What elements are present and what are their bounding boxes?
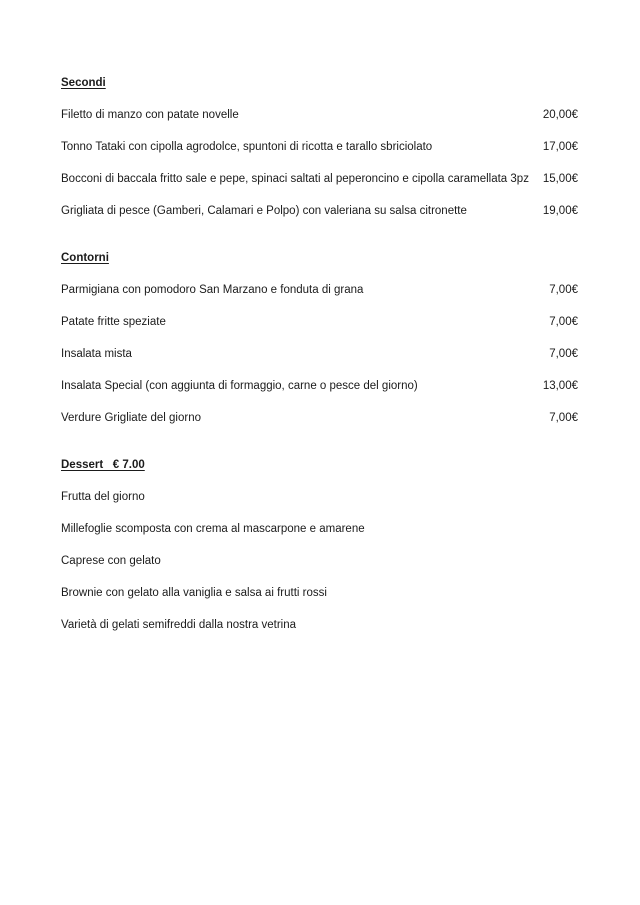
item-name: Filetto di manzo con patate novelle (61, 109, 239, 121)
item-price: 7,00€ (549, 284, 578, 296)
menu-item (61, 282, 578, 299)
menu-item (61, 378, 578, 395)
item-name: Insalata Special (con aggiunta di formaggio, carne o pesce del giorno) (61, 380, 418, 392)
item-name: Varietà di gelati semifreddi dalla nostra vetrina (61, 619, 297, 631)
section-heading-dessert: Dessert € 7.00 (61, 459, 145, 471)
item-name: Frutta del giorno (61, 491, 145, 503)
item-name: Patate fritte speziate (61, 316, 166, 328)
item-price: 13,00€ (542, 380, 578, 392)
item-name: Tonno Tataki con cipolla agrodolce, spuntoni di ricotta e tarallo sbriciolato (61, 141, 433, 153)
item-name: Bocconi di baccala fritto sale e pepe, spinaci saltati al peperoncino e cipolla caramellata 3pz (61, 173, 529, 185)
menu-section-secondi (61, 75, 578, 220)
item-price: 17,00€ (542, 141, 578, 153)
item-price: 7,00€ (549, 316, 578, 328)
item-price: 15,00€ (542, 173, 578, 185)
item-name: Grigliata di pesce (Gamberi, Calamari e Polpo) con valeriana su salsa citronette (61, 205, 467, 217)
menu-item (61, 171, 578, 188)
menu-item (61, 314, 578, 331)
item-name: Insalata mista (61, 348, 132, 360)
item-price: 7,00€ (549, 412, 578, 424)
menu-item (61, 139, 578, 156)
item-name: Caprese con gelato (61, 555, 161, 567)
menu-item (61, 553, 578, 570)
menu-item (61, 410, 578, 427)
section-heading-secondi: Secondi (61, 77, 106, 89)
item-price: 20,00€ (542, 109, 578, 121)
item-name: Verdure Grigliate del giorno (61, 412, 201, 424)
menu-item (61, 585, 578, 602)
menu-item (61, 521, 578, 538)
menu-item (61, 203, 578, 220)
item-price: 19,00€ (542, 205, 578, 217)
menu-item (61, 346, 578, 363)
menu-item (61, 489, 578, 506)
menu-section-dessert (61, 457, 578, 634)
menu-section-contorni (61, 250, 578, 427)
item-name: Brownie con gelato alla vaniglia e salsa ai frutti rossi (61, 587, 327, 599)
section-heading-contorni: Contorni (61, 252, 109, 264)
item-name: Millefoglie scomposta con crema al mascarpone e amarene (61, 523, 365, 535)
menu-item (61, 107, 578, 124)
menu-item (61, 617, 578, 634)
item-name: Parmigiana con pomodoro San Marzano e fonduta di grana (61, 284, 364, 296)
item-price: 7,00€ (549, 348, 578, 360)
